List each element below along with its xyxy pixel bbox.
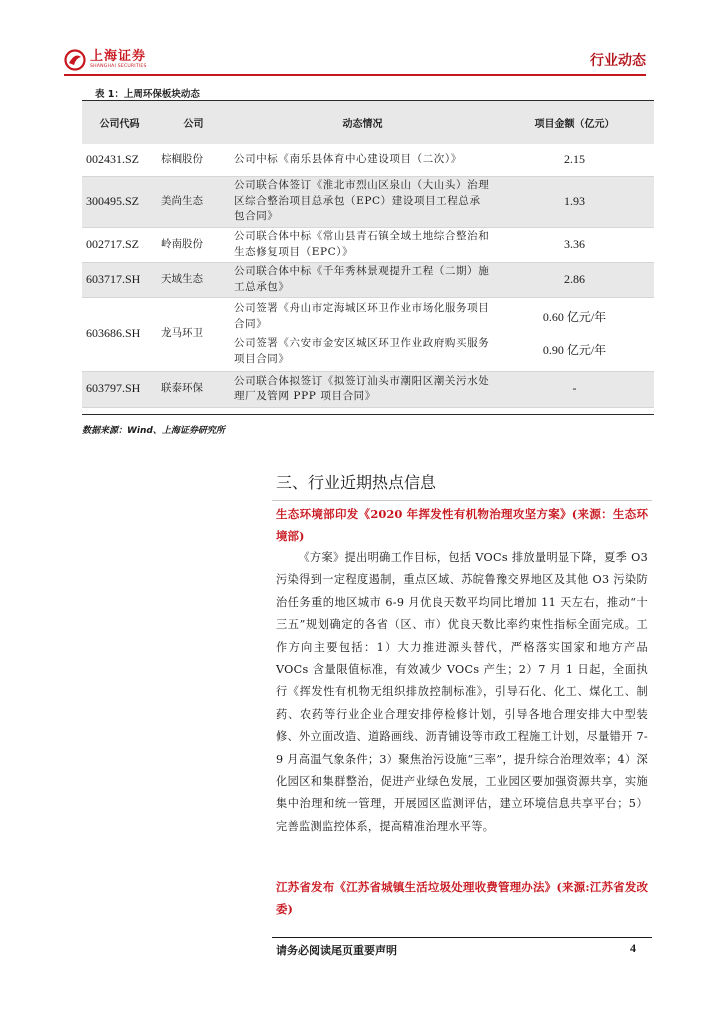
disclaimer-note: 请务必阅读尾页重要声明 bbox=[276, 944, 397, 957]
project-amount: 3.36 bbox=[495, 227, 654, 262]
col-header-amount: 项目金额（亿元） bbox=[495, 101, 654, 144]
stock-code: 002717.SZ bbox=[82, 227, 157, 262]
event-description: 公司联合体中标《常山县青石镇全域土地综合整治和生态修复项目（EPC）》 bbox=[230, 227, 495, 262]
table-caption: 表 1：上周环保板块动态 bbox=[95, 89, 200, 100]
report-category: 行业动态 bbox=[590, 53, 646, 69]
table-row bbox=[82, 262, 654, 297]
project-amount: 0.90 亿元/年 bbox=[542, 342, 607, 357]
news-body-paragraph: 《方案》提出明确工作目标，包括 VOCs 排放量明显下降，夏季 O3 污染得到一定程度遏制，重点区域、苏皖鲁豫交界地区及其他 O3 污染防治任务重的地区城市 6-9 月优良天数平均同比增加 11 天左右，推动“十三五”规划确定的各省（区、市）优良天数比率约束性指标全面完成。工作方向主要包括：1）大力推进源头替代，严格落实国家和地方产品 VOCs 含量限值标准，有效减少 VOCs 产生；2）7 月 1 日起，全面执行《挥发性有机物无组织排放控制标准》，引导石化、化工、煤化工、制药、农药等行业企业合理安排停检修计划，引导各地合理安排大中型装修、外立面改造、道路画线、沥青铺设等市政工程施工计划，尽量错开 7-9 月高温气象条件；3）聚焦治污设施“三率”，提升综合治理效率；4）深化园区和集群整治，促进产业绿色发展，工业园区要加强资源共享，实施集中治理和统一管理，开展园区监测评估，建立环境信息共享平台；5）完善监测监控体系，提高精准治理水平等。 bbox=[276, 551, 648, 833]
stock-code: 300495.SZ bbox=[82, 176, 157, 227]
page-number: 4 bbox=[630, 941, 636, 955]
company-name: 岭南股份 bbox=[157, 227, 230, 262]
footer-divider bbox=[272, 937, 652, 938]
logo-chinese-text: 上海证券 bbox=[90, 49, 147, 65]
project-amount: 1.93 bbox=[495, 176, 654, 227]
stock-code: 603686.SH bbox=[82, 297, 157, 371]
logo-english-text: SHANGHAI SECURITIES bbox=[90, 64, 147, 70]
event-description: 公司联合体中标《千年秀林景观提升工程（二期）施工总承包》 bbox=[230, 262, 495, 297]
event-description: 公司联合体签订《淮北市烈山区泉山（大山头）治理区综合整治项目总承包（EPC）建设项目工程总承包合同》 bbox=[230, 176, 495, 227]
company-name: 棕榈股份 bbox=[157, 144, 230, 176]
company-name: 联泰环保 bbox=[157, 371, 230, 407]
table-header-row bbox=[82, 101, 654, 144]
news-headline: 生态环境部印发《2020 年挥发性有机物治理攻坚方案》(来源：生态环境部) bbox=[276, 507, 648, 543]
table-row bbox=[82, 176, 654, 227]
table-bottom-rule bbox=[82, 414, 654, 415]
table-row bbox=[82, 227, 654, 262]
company-name: 天域生态 bbox=[157, 262, 230, 297]
event-description: 公司中标《南乐县体育中心建设项目（二次）》 bbox=[230, 144, 495, 176]
project-amount-list bbox=[495, 297, 654, 371]
header-divider bbox=[64, 74, 646, 76]
stock-code: 002431.SZ bbox=[82, 144, 157, 176]
table-row bbox=[82, 297, 654, 371]
event-description: 公司联合体拟签订《拟签订汕头市潮阳区潮关污水处理厂及管网 PPP 项目合同》 bbox=[230, 371, 495, 407]
project-amount: 2.86 bbox=[495, 262, 654, 297]
page-header bbox=[64, 46, 646, 74]
company-name: 龙马环卫 bbox=[157, 297, 230, 371]
stock-code: 603797.SH bbox=[82, 371, 157, 407]
sector-events-table bbox=[82, 101, 654, 408]
company-name: 美尚生态 bbox=[157, 176, 230, 227]
data-source-note: 数据来源：Wind、上海证券研究所 bbox=[82, 426, 225, 436]
event-description-list bbox=[230, 297, 495, 371]
col-header-event: 动态情况 bbox=[230, 101, 495, 144]
event-description: 公司签署《六安市金安区城区环卫作业政府购买服务项目合同》 bbox=[234, 337, 490, 365]
section-divider bbox=[272, 500, 652, 501]
news-headline: 江苏省发布《江苏省城镇生活垃圾处理收费管理办法》(来源:江苏省发改委) bbox=[276, 880, 648, 916]
stock-code: 603717.SH bbox=[82, 262, 157, 297]
company-logo bbox=[64, 46, 147, 74]
project-amount: 0.60 亿元/年 bbox=[542, 310, 607, 324]
table-row bbox=[82, 144, 654, 176]
table-row bbox=[82, 371, 654, 407]
project-amount: - bbox=[495, 371, 654, 407]
col-header-code: 公司代码 bbox=[82, 101, 157, 144]
section-heading: 三、行业近期热点信息 bbox=[276, 473, 437, 492]
logo-emblem-icon bbox=[64, 49, 86, 71]
col-header-company: 公司 bbox=[157, 101, 230, 144]
project-amount: 2.15 bbox=[495, 144, 654, 176]
event-description: 公司签署《舟山市定海城区环卫作业市场化服务项目合同》 bbox=[234, 302, 490, 330]
